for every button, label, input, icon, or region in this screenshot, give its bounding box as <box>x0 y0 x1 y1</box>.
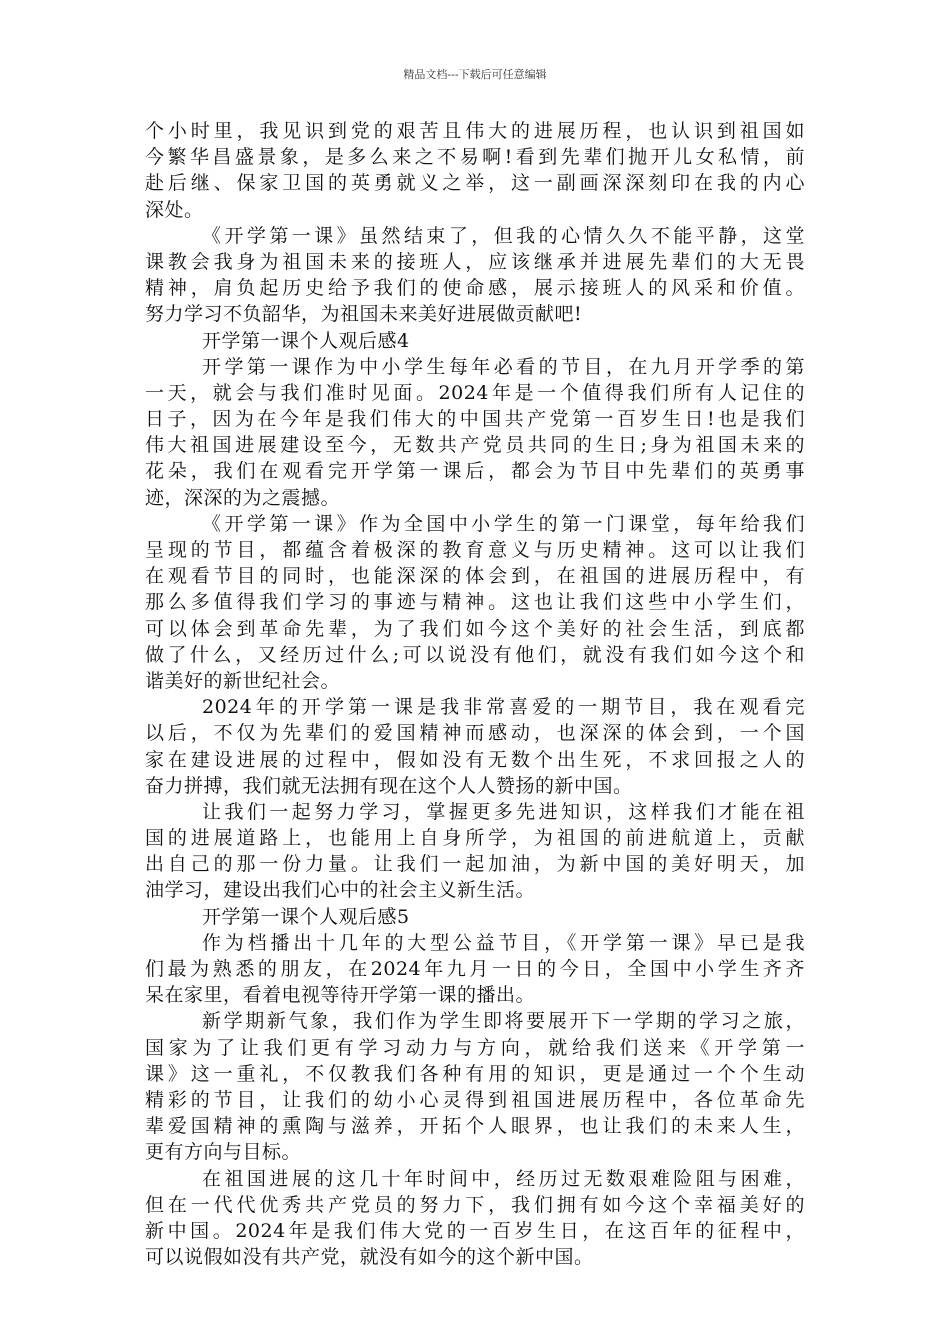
section-heading <box>145 904 805 930</box>
paragraph-line: 一天，就会与我们准时见面。2024年是一个值得我们所有人记住的 <box>145 381 805 404</box>
heading-text: 开学第一课个人观后感5 <box>202 905 410 928</box>
paragraph <box>145 118 805 223</box>
paragraph-line: 开学第一课作为中小学生每年必看的节目，在九月开学季的第 <box>202 355 805 378</box>
paragraph-line: 2024年的开学第一课是我非常喜爱的一期节目，我在观看完 <box>202 696 805 719</box>
paragraph-line: 可以说假如没有共产党，就没有如今的这个新中国。 <box>145 1246 594 1269</box>
paragraph-line: 新中国。2024年是我们伟大党的一百岁生日，在这百年的征程中， <box>145 1219 805 1242</box>
paragraph <box>145 1166 805 1271</box>
paragraph-line: 出自己的那一份力量。让我们一起加油，为新中国的美好明天，加 <box>145 853 805 876</box>
paragraph-line: 伟大祖国进展建设至今，无数共产党员共同的生日;身为祖国未来的 <box>145 434 805 457</box>
paragraph <box>145 511 805 694</box>
paragraph-line: 奋力拼搏，我们就无法拥有现在这个人人赞扬的新中国。 <box>145 774 633 797</box>
paragraph-line: 那么多值得我们学习的事迹与精神。这也让我们这些中小学生们， <box>145 591 805 614</box>
paragraph <box>145 354 805 511</box>
paragraph-line: 做了什么，又经历过什么;可以说没有他们，就没有我们如今这个和 <box>145 643 805 666</box>
paragraph-line: 在观看节目的同时，也能深深的体会到，在祖国的进展历程中，有 <box>145 565 805 588</box>
paragraph-line: 更有方向与目标。 <box>145 1141 302 1164</box>
paragraph-line: 赴后继、保家卫国的英勇就义之举，这一副画深深刻印在我的内心 <box>145 172 805 195</box>
paragraph-line: 课》这一重礼，不仅教我们各种有用的知识，更是通过一个个生动 <box>145 1062 805 1085</box>
paragraph-line: 新学期新气象，我们作为学生即将要展开下一学期的学习之旅， <box>202 1010 805 1033</box>
section-heading <box>145 328 805 354</box>
paragraph-line: 花朵，我们在观看完开学第一课后，都会为节目中先辈们的英勇事 <box>145 460 805 483</box>
paragraph-line: 们最为熟悉的朋友，在2024年九月一日的今日，全国中小学生齐齐 <box>145 958 805 980</box>
document-body <box>145 118 805 1270</box>
paragraph <box>145 694 805 799</box>
paragraph-line: 油学习，建设出我们心中的社会主义新生活。 <box>145 879 536 902</box>
paragraph-line: 精彩的节目，让我们的幼小心灵得到祖国进展历程中，各位革命先 <box>145 1088 805 1111</box>
paragraph-line: 国家为了让我们更有学习动力与方向，就给我们送来《开学第一 <box>145 1036 805 1059</box>
paragraph-line: 日子，因为在今年是我们伟大的中国共产党第一百岁生日!也是我们 <box>145 408 805 431</box>
paragraph-line: 《开学第一课》虽然结束了，但我的心情久久不能平静，这堂 <box>202 224 805 247</box>
paragraph-line: 家在建设进展的过程中，假如没有无数个出生死，不求回报之人的 <box>145 748 805 771</box>
paragraph-line: 迹，深深的为之震撼。 <box>145 486 341 509</box>
paragraph-line: 作为档播出十几年的大型公益节目，《开学第一课》早已是我 <box>202 931 805 954</box>
paragraph-line: 呆在家里，看着电视等待开学第一课的播出。 <box>145 984 536 1007</box>
paragraph <box>145 1008 805 1165</box>
paragraph-line: 呈现的节目，都蕴含着极深的教育意义与历史精神。这可以让我们 <box>145 539 805 561</box>
paragraph-line: 今繁华昌盛景象，是多么来之不易啊!看到先辈们抛开儿女私情，前 <box>145 146 805 169</box>
paragraph-line: 《开学第一课》作为全国中小学生的第一门课堂，每年给我们 <box>202 512 805 535</box>
paragraph-line: 谐美好的新世纪社会。 <box>145 669 341 692</box>
paragraph-line: 可以体会到革命先辈，为了我们如今这个美好的社会生活，到底都 <box>145 617 805 640</box>
paragraph-line: 以后，不仅为先辈们的爱国精神而感动，也深深的体会到，一个国 <box>145 722 805 745</box>
paragraph-line: 在祖国进展的这几十年时间中，经历过无数艰难险阻与困难， <box>202 1167 805 1190</box>
paragraph-line: 努力学习不负韶华，为祖国未来美好进展做贡献吧! <box>145 303 583 326</box>
paragraph-line: 课教会我身为祖国未来的接班人，应该继承并进展先辈们的大无畏 <box>145 250 805 273</box>
paragraph-line: 个小时里，我见识到党的艰苦且伟大的进展历程，也认识到祖国如 <box>145 120 805 142</box>
paragraph-line: 辈爱国精神的熏陶与滋养，开拓个人眼界，也让我们的未来人生， <box>145 1115 805 1138</box>
paragraph-line: 但在一代代优秀共产党员的努力下，我们拥有如今这个幸福美好的 <box>145 1193 805 1216</box>
paragraph <box>145 799 805 904</box>
paragraph-line: 深处。 <box>145 198 204 221</box>
heading-text: 开学第一课个人观后感4 <box>202 329 410 352</box>
paragraph <box>145 930 805 1009</box>
paragraph-line: 让我们一起努力学习，掌握更多先进知识，这样我们才能在祖 <box>202 800 805 823</box>
paragraph-line: 国的进展道路上，也能用上自身所学，为祖国的前进航道上，贡献 <box>145 827 805 850</box>
paragraph-line: 精神，肩负起历史给予我们的使命感，展示接班人的风采和价值。 <box>145 277 805 300</box>
paragraph <box>145 223 805 328</box>
page-header: 精品文档---下载后可任意编辑 <box>403 68 547 81</box>
